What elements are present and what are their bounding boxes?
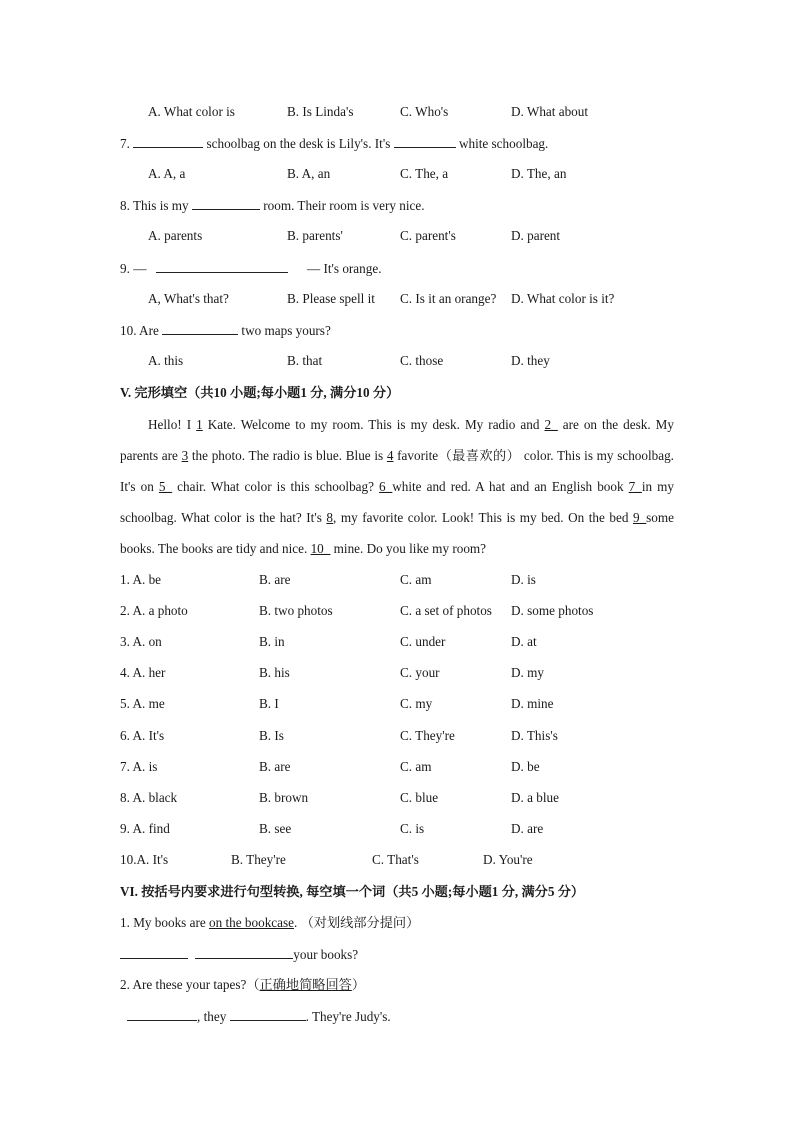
passage-text-10: some books. The books are tidy and nice.: [120, 510, 674, 556]
cloze-9-option-a: 9. A. find: [120, 821, 170, 836]
q6-option-c: C. Who's: [400, 104, 449, 119]
q7-mid-text: schoolbag on the desk is Lily's. It's: [206, 136, 391, 151]
cloze-9-option-b: B. see: [259, 821, 292, 836]
q9-option-c: C. Is it an orange?: [400, 291, 497, 306]
s6-q2-answer-mid: , they: [197, 1009, 227, 1024]
cloze-1-option-d: D. is: [511, 572, 536, 587]
cloze-10-option-c: C. That's: [372, 852, 419, 867]
s6-q1-answer-end: your books?: [293, 947, 359, 962]
passage-text-8: in my schoolbag. What color is the hat? It's: [120, 479, 675, 525]
passage-text-1: Hello! I: [148, 417, 197, 432]
q8-blank: [192, 197, 260, 210]
q8-option-b: B. parents': [287, 228, 343, 243]
cloze-4-option-d: D. my: [511, 665, 544, 680]
passage-blank-9: 9_: [632, 510, 647, 525]
q9-start-text: 9. —: [120, 261, 147, 276]
cloze-2-option-c: C. a set of photos: [400, 603, 492, 618]
q7-option-d: D. The, an: [511, 166, 567, 181]
cloze-8-option-a: 8. A. black: [120, 790, 178, 805]
s6-q1-blank-1: [120, 946, 188, 959]
passage-text-7: white and red. A hat and an English book: [392, 479, 629, 494]
q10-end-text: two maps yours?: [241, 323, 331, 338]
cloze-3-option-d: D. at: [511, 634, 537, 649]
cloze-6-option-c: C. They're: [400, 728, 455, 743]
passage-blank-1: 1: [196, 417, 203, 432]
s6-q1-answer-line: [120, 946, 358, 963]
cloze-8-option-b: B. brown: [259, 790, 309, 805]
passage-text-5: favorite（最喜欢的） color. This is my schoolbag. It's on: [120, 448, 674, 494]
passage-blank-6: 6_: [379, 479, 393, 494]
cloze-10-option-b: B. They're: [231, 852, 286, 867]
s6-q1-blank-2: [195, 946, 293, 959]
cloze-5-option-b: B. I: [259, 696, 279, 711]
cloze-7-option-a: 7. A. is: [120, 759, 158, 774]
passage-blank-8: 8: [326, 510, 333, 525]
q10-option-a: A. this: [148, 353, 184, 368]
section-6-heading: VI. 按括号内要求进行句型转换, 每空填一个词（共5 小题;每小题1 分, 满分5 分）: [120, 884, 585, 899]
q10-stem: [120, 322, 331, 339]
s6-q1-underlined: on the bookcase: [209, 915, 294, 930]
q8-end-text: room. Their room is very nice.: [263, 198, 425, 213]
q10-option-b: B. that: [287, 353, 323, 368]
passage-blank-7: 7_: [628, 479, 642, 494]
cloze-9-option-d: D. are: [511, 821, 544, 836]
passage-text-4: the photo. The radio is blue. Blue is: [188, 448, 387, 463]
passage-blank-10: 10_: [310, 541, 331, 556]
cloze-5-option-d: D. mine: [511, 696, 554, 711]
q9-option-d: D. What color is it?: [511, 291, 615, 306]
q9-end-text: — It's orange.: [306, 261, 382, 276]
cloze-3-option-b: B. in: [259, 634, 285, 649]
q10-start-text: 10. Are: [120, 323, 159, 338]
q8-option-a: A. parents: [148, 228, 203, 243]
s6-q1-start: 1. My books are: [120, 915, 210, 930]
cloze-3-option-c: C. under: [400, 634, 446, 649]
q8-stem: [120, 197, 425, 214]
s6-q2-answer-line: [127, 1008, 391, 1025]
cloze-7-option-b: B. are: [259, 759, 291, 774]
cloze-2-option-d: D. some photos: [511, 603, 594, 618]
q7-blank-1: [133, 135, 203, 148]
passage-blank-5: 5_: [158, 479, 173, 494]
q7-number: 7.: [120, 136, 130, 151]
s6-q2-blank-2: [230, 1008, 306, 1021]
s6-q2-blank-1: [127, 1008, 197, 1021]
q9-blank: [156, 260, 288, 273]
cloze-2-option-b: B. two photos: [259, 603, 333, 618]
q7-option-c: C. The, a: [400, 166, 449, 181]
cloze-1-option-c: C. am: [400, 572, 432, 587]
q7-option-a: A. A, a: [148, 166, 186, 181]
passage-text-3: are on the desk. My parents are: [120, 417, 674, 463]
cloze-10-option-a: 10.A. It's: [120, 852, 169, 867]
cloze-4-option-c: C. your: [400, 665, 440, 680]
s6-q2-answer-end: . They're Judy's.: [305, 1009, 391, 1024]
cloze-10-option-d: D. You're: [483, 852, 533, 867]
s6-q2-end: ）: [351, 977, 366, 992]
s6-q2-stem: [120, 977, 365, 993]
cloze-8-option-d: D. a blue: [511, 790, 559, 805]
section-5-heading: V. 完形填空（共10 小题;每小题1 分, 满分10 分）: [120, 385, 400, 400]
passage-blank-3: 3: [181, 448, 189, 463]
q7-end-text: white schoolbag.: [458, 136, 549, 151]
passage-blank-2: 2_: [544, 417, 558, 432]
passage-blank-4: 4: [386, 448, 394, 463]
q8-option-d: D. parent: [511, 228, 561, 243]
s6-q2-underlined: 正确地简略回答: [259, 977, 352, 992]
q10-blank: [162, 322, 238, 335]
cloze-5-option-a: 5. A. me: [120, 696, 165, 711]
cloze-4-option-b: B. his: [259, 665, 290, 680]
cloze-1-option-b: B. are: [259, 572, 291, 587]
cloze-3-option-a: 3. A. on: [120, 634, 162, 649]
cloze-1-option-a: 1. A. be: [120, 572, 162, 587]
s6-q1-stem: [120, 915, 419, 931]
q6-option-b: B. Is Linda's: [287, 104, 354, 119]
passage-text-6: chair. What color is this schoolbag?: [172, 479, 380, 494]
s6-q2-start: 2. Are these your tapes?（: [120, 977, 260, 992]
cloze-9-option-c: C. is: [400, 821, 425, 836]
q9-option-a: A, What's that?: [148, 291, 229, 306]
q9-stem: [120, 260, 382, 277]
cloze-8-option-c: C. blue: [400, 790, 439, 805]
q8-option-c: C. parent's: [400, 228, 456, 243]
cloze-7-option-d: D. be: [511, 759, 540, 774]
q6-option-d: D. What about: [511, 104, 589, 119]
cloze-6-option-d: D. This's: [511, 728, 558, 743]
passage-text-2: Kate. Welcome to my room. This is my desk. My radio and: [202, 417, 545, 432]
q7-stem: [120, 135, 548, 152]
q8-start-text: 8. This is my: [120, 198, 189, 213]
cloze-6-option-a: 6. A. It's: [120, 728, 165, 743]
q10-option-d: D. they: [511, 353, 550, 368]
cloze-5-option-c: C. my: [400, 696, 433, 711]
cloze-passage: [120, 409, 674, 564]
cloze-7-option-c: C. am: [400, 759, 432, 774]
passage-text-11: mine. Do you like my room?: [330, 541, 487, 556]
q9-option-b: B. Please spell it: [287, 291, 375, 306]
q10-option-c: C. those: [400, 353, 444, 368]
q7-blank-2: [394, 135, 456, 148]
cloze-6-option-b: B. Is: [259, 728, 284, 743]
cloze-4-option-a: 4. A. her: [120, 665, 166, 680]
q7-option-b: B. A, an: [287, 166, 331, 181]
s6-q1-end: . （对划线部分提问）: [293, 915, 420, 930]
passage-text-9: , my favorite color. Look! This is my bed. On the bed: [332, 510, 633, 525]
q6-option-a: A. What color is: [148, 104, 235, 119]
cloze-2-option-a: 2. A. a photo: [120, 603, 188, 618]
